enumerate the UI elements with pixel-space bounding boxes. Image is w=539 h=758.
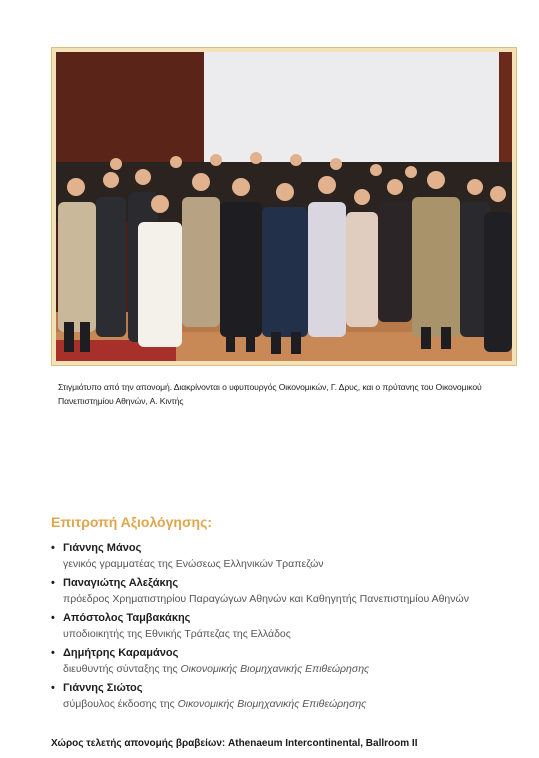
- list-item: [51, 610, 521, 643]
- member-name: • Παναγιώτης Αλεξάκης: [51, 575, 521, 591]
- member-name: • Γιάννης Σιώτος: [51, 680, 521, 696]
- list-item: [51, 575, 521, 608]
- member-role-text: σύμβουλος έκδοσης της: [63, 698, 178, 710]
- group-photo: [56, 52, 512, 361]
- committee-members-list: [51, 540, 521, 715]
- committee-heading: Επιτροπή Αξιολόγησης:: [51, 514, 213, 530]
- member-role: [51, 696, 521, 713]
- publication-name: Οικονομικής Βιομηχανικής Επιθεώρησης: [180, 663, 370, 675]
- ceremony-venue: Χώρος τελετής απονομής βραβείων: Athenaeum Intercontinental, Ballroom II: [51, 738, 418, 749]
- member-role-text: διευθυντής σύνταξης της: [63, 663, 181, 675]
- member-role: πρόεδρος Χρηματιστηρίου Παραγώγων Αθηνών και Καθηγητής Πανεπιστημίου Αθηνών: [63, 593, 469, 605]
- member-name: • Γιάννης Μάνος: [51, 540, 521, 556]
- list-item: [51, 680, 521, 713]
- member-name: • Δημήτρης Καραμάνος: [51, 645, 521, 661]
- member-role: γενικός γραμματέας της Ενώσεως Ελληνικών Τραπεζών: [63, 558, 324, 570]
- publication-name: Οικονομικής Βιομηχανικής Επιθεώρησης: [177, 698, 367, 710]
- photo-frame: [51, 47, 517, 366]
- photo-caption: Στιγμιότυπο από την απονομή. Διακρίνονται ο υφυπουργός Οικονομικών, Γ. Δρυς, και ο πρύτανης του Οικονομικού Πανεπιστημίου Αθηνών, Α. Κιντής: [58, 382, 482, 406]
- list-item: [51, 540, 521, 573]
- member-role: [51, 661, 521, 678]
- member-name: • Απόστολος Ταμβακάκης: [51, 610, 521, 626]
- list-item: [51, 645, 521, 678]
- member-role: υποδιοικητής της Εθνικής Τράπεζας της Ελλάδος: [63, 628, 291, 640]
